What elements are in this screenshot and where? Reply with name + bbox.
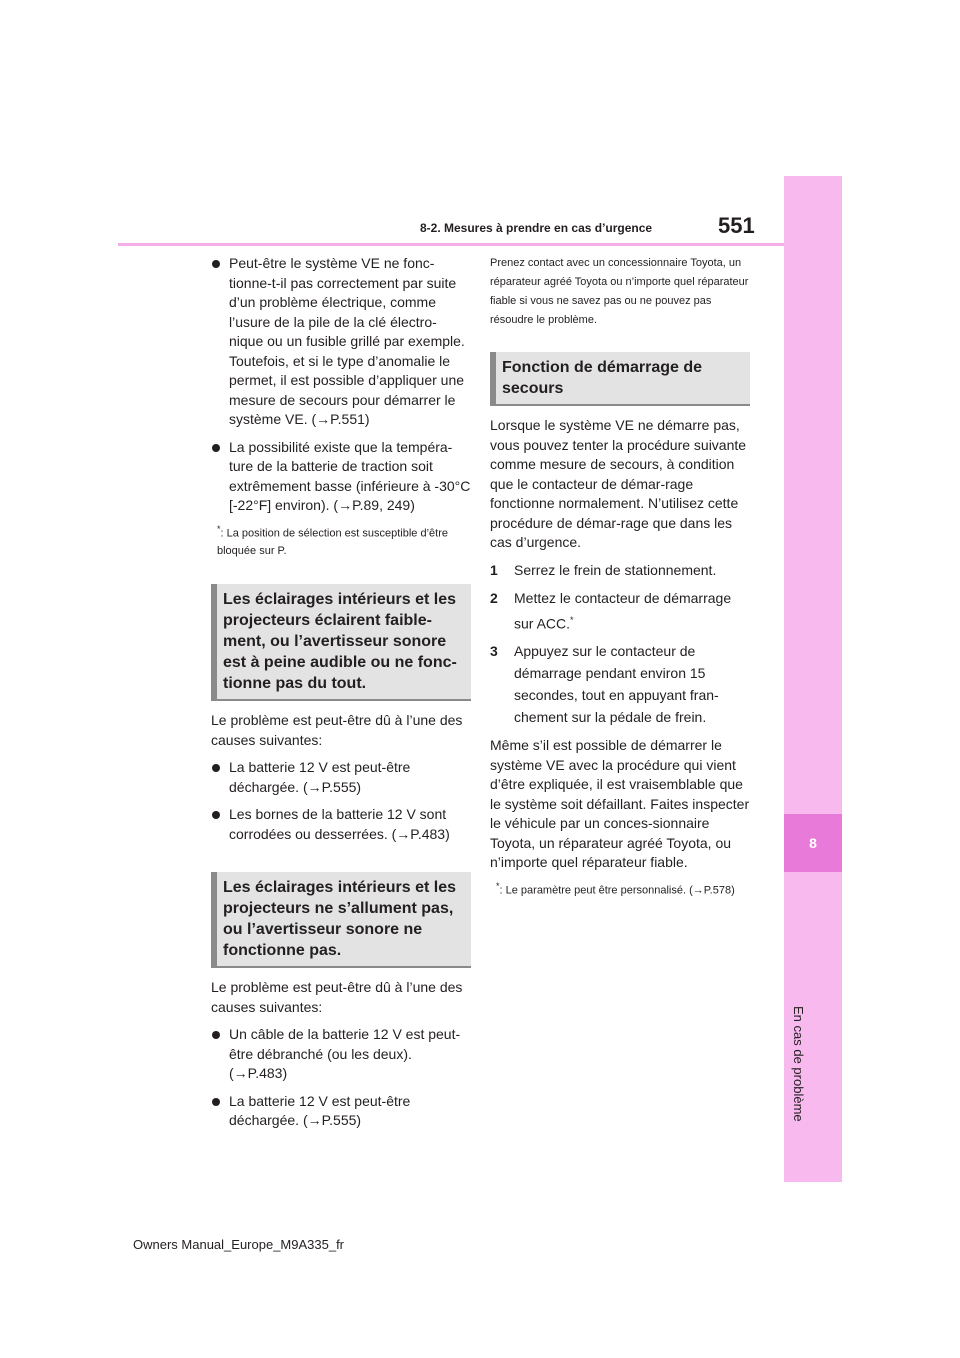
bullet-text: Peut-être le système VE ne fonc-tionne-t-il pas correctement par suite d’un problème électrique, comme l’usure de la pile de la clé électro-nique ou un fusible grillé par exemple. Toutefois, et si le type d’anomalie le permet, il est possible d’appliquer une mesure de secours pour démarrer le système VE. (→P.551) (229, 255, 465, 427)
right-column (490, 254, 750, 899)
contact-note: Prenez contact avec un concessionnaire Toyota, un réparateur agréé Toyota ou n’importe quel réparateur fiable si vous ne savez pas ou ne pouvez pas résoudre le problème. (490, 257, 749, 326)
step-number: 2 (490, 589, 498, 606)
paragraph: Même s’il est possible de démarrer le système VE avec la procédure qui vient d’être expliquée, il est vraisemblable que le système soit défaillant. Faites inspecter le véhicule par un conces-sionnaire Toyota, un réparateur agréé Toyota, ou n’importe quel réparateur fiable. (490, 737, 750, 871)
chapter-title: En cas de problème (791, 1006, 806, 1122)
footnote-text: : La position de sélection est susceptible d’être bloquée sur P. (217, 527, 448, 558)
bullet-text: Les bornes de la batterie 12 V sont corrodées ou desserrées. (→P.483) (229, 806, 450, 842)
page-footer: Owners Manual_Europe_M9A335_fr (133, 1237, 345, 1252)
section-heading: Fonction de démarrage de secours (490, 352, 750, 406)
list-item (211, 1092, 471, 1131)
step-number: 1 (490, 561, 498, 578)
step-item (490, 640, 750, 728)
footnote-mark: * (570, 614, 574, 625)
bullet-icon (212, 1031, 220, 1039)
list-item (211, 805, 471, 844)
section-heading: Les éclairages intérieurs et les projecteurs ne s’allument pas, ou l’avertisseur sonore ne fonctionne pas. (211, 872, 471, 968)
bullet-icon (212, 260, 220, 268)
list-item (211, 1025, 471, 1084)
footnote-text: : Le paramètre peut être personnalisé. (→P.578) (499, 884, 735, 897)
footnote (211, 520, 471, 561)
bullet-text: Un câble de la batterie 12 V est peut-être débranché (ou les deux). (→P.483) (229, 1026, 461, 1082)
chapter-number-tab: 8 (784, 814, 842, 872)
step-text: Appuyez sur le contacteur de démarrage pendant environ 15 secondes, tout en appuyant fran-chement sur la pédale de frein. (514, 643, 719, 726)
bullet-icon (212, 764, 220, 772)
section-title: 8-2. Mesures à prendre en cas d’urgence (420, 221, 653, 235)
footnote-mark: * (217, 523, 221, 534)
paragraph: Lorsque le système VE ne démarre pas, vous pouvez tenter la procédure suivante comme mesure de secours, à condition que le contacteur de démar-rage fonctionne normalement. N’utilisez cette procédure de démar-rage que dans les cas d’urgence. (490, 417, 747, 550)
bullet-text: La batterie 12 V est peut-être déchargée. (→P.555) (229, 759, 411, 795)
bullet-icon (212, 1098, 220, 1106)
bullet-icon (212, 444, 220, 452)
left-column (211, 254, 471, 1131)
header-divider (118, 243, 784, 246)
step-item (490, 587, 750, 635)
list-item (211, 758, 471, 797)
bullet-text: La batterie 12 V est peut-être déchargée. (→P.555) (229, 1092, 411, 1129)
paragraph: Le problème est peut-être dû à l’une des causes suivantes: (211, 712, 463, 748)
step-text: Serrez le frein de stationnement. (514, 561, 717, 578)
bullet-text: La possibilité existe que la tempéra-ture de la batterie de traction soit extrêmement basse (inférieure à -30°C [-22°F] environ). (→P.89, 249) (229, 438, 471, 513)
page-number: 551 (718, 213, 755, 238)
step-item (490, 559, 750, 581)
bullet-icon (212, 811, 220, 819)
step-text: Mettez le contacteur de démarrage sur ACC. (514, 589, 732, 632)
step-number: 3 (490, 643, 498, 660)
list-item (211, 438, 471, 516)
section-heading: Les éclairages intérieurs et les projecteurs éclairent faible-ment, ou l’avertisseur sonore est à peine audible ou ne fonc-tionne pas du tout. (211, 584, 471, 701)
footnote (490, 877, 750, 900)
chapter-title-tab (784, 878, 842, 1122)
list-item (211, 254, 471, 430)
footnote-mark: * (496, 880, 500, 891)
paragraph: Le problème est peut-être dû à l’une des causes suivantes: (211, 979, 463, 1015)
